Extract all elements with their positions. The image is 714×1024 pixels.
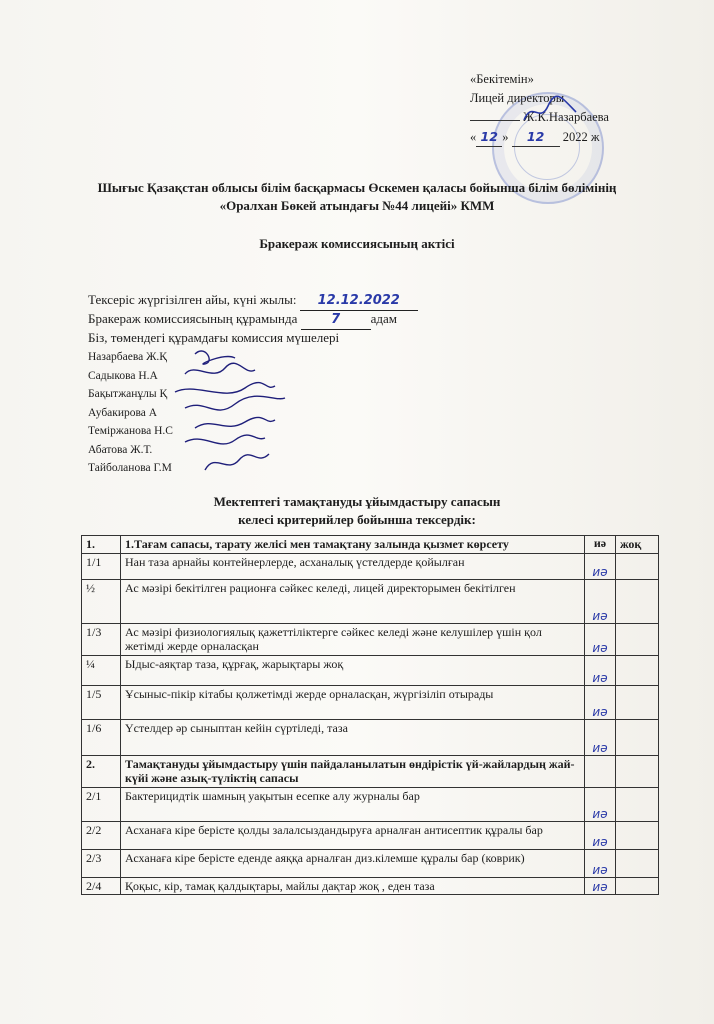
date-label: Тексеріс жүргізілген айы, күні жылы: <box>88 292 297 307</box>
yes-cell <box>585 850 616 878</box>
no-cell <box>616 822 659 850</box>
column-yes-header: иә <box>585 536 616 554</box>
member-list <box>88 348 173 478</box>
yes-cell <box>585 624 616 656</box>
yes-check-mark: иә <box>592 880 608 894</box>
table-row <box>82 788 659 822</box>
table-row <box>82 720 659 756</box>
table-row <box>82 686 659 720</box>
criterion-text: Асханаға кіре берісте қолды залалсыздандыруға арналған антисептик құралы бар <box>121 822 585 850</box>
yes-cell <box>585 554 616 580</box>
table-row <box>82 656 659 686</box>
act-title: Бракераж комиссиясының актісі <box>259 236 455 251</box>
date-value: 12.12.2022 <box>300 291 418 311</box>
row-number: 1/1 <box>82 554 121 580</box>
director-signature <box>520 94 580 128</box>
header-line-1: Шығыс Қазақстан облысы білім басқармасы Өскемен қаласы бойынша білім бөлімінің <box>97 180 617 195</box>
count-label: Бракераж комиссиясының құрамында <box>88 311 298 326</box>
table-row <box>82 850 659 878</box>
member-name: Садыкова Н.А <box>88 369 158 382</box>
yes-check-mark: иә <box>592 565 608 579</box>
no-cell <box>616 788 659 822</box>
yes-check-mark: иә <box>592 741 608 755</box>
approval-day: 12 <box>476 127 502 147</box>
table-section-row <box>82 536 659 554</box>
count-unit: адам <box>370 311 397 326</box>
row-number: 2. <box>82 756 121 788</box>
yes-check-mark: иә <box>592 705 608 719</box>
criterion-text: Қоқыс, кір, тамақ қалдықтары, майлы дақтар жоқ , еден таза <box>121 878 585 895</box>
criteria-table <box>81 535 659 895</box>
member-signatures <box>165 342 305 482</box>
yes-check-mark: иә <box>592 641 608 655</box>
member-name: Тайболанова Г.М <box>88 462 172 474</box>
criterion-text: Ыдыс-аяқтар таза, құрғақ, жарықтары жоқ <box>121 656 585 686</box>
count-row <box>88 309 418 328</box>
criterion-text: Тамақтануды ұйымдастыру үшін пайдаланылатын өндірістік үй-жайлардың жай-күйі және азық-түліктің сапасы <box>121 756 585 788</box>
row-number: 1. <box>82 536 121 554</box>
table-row <box>82 554 659 580</box>
no-cell <box>616 554 659 580</box>
criterion-text: Үстелдер әр сыныптан кейін сүртіледі, таза <box>121 720 585 756</box>
yes-cell <box>585 756 616 788</box>
row-number: 2/2 <box>82 822 121 850</box>
yes-cell <box>585 878 616 895</box>
row-number: 1/5 <box>82 686 121 720</box>
row-number: ½ <box>82 580 121 624</box>
no-cell <box>616 850 659 878</box>
yes-cell <box>585 720 616 756</box>
yes-cell <box>585 822 616 850</box>
yes-check-mark: иә <box>592 671 608 685</box>
no-cell <box>616 656 659 686</box>
criterion-text: Ас мәзірі бекітілген рационға сәйкес келеді, лицей директорымен бекітілген <box>121 580 585 624</box>
yes-check-mark: иә <box>592 835 608 849</box>
table-row <box>82 580 659 624</box>
row-number: 2/4 <box>82 878 121 895</box>
member-name: Аубакирова А <box>88 406 158 419</box>
approval-title: «Бекітемін» <box>470 72 534 86</box>
table-row <box>82 624 659 656</box>
table-row <box>82 822 659 850</box>
no-cell <box>616 878 659 895</box>
yes-cell <box>585 686 616 720</box>
info-block <box>88 290 418 347</box>
member-name: Абатова Ж.Т. <box>88 443 153 456</box>
yes-cell <box>585 580 616 624</box>
criterion-text: Бактерицидтік шамның уақытын есепке алу журналы бар <box>121 788 585 822</box>
table-section-row <box>82 756 659 788</box>
no-cell <box>616 686 659 720</box>
row-number: 2/3 <box>82 850 121 878</box>
yes-check-mark: иә <box>592 863 608 877</box>
criterion-text: Асханаға кіре берісте еденде аяққа арналған диз.кілемше құралы бар (коврик) <box>121 850 585 878</box>
column-no-header: жоқ <box>616 536 659 554</box>
row-number: 1/6 <box>82 720 121 756</box>
members-label: Біз, төмендегі құрамдағы комиссия мүшелері <box>88 330 340 345</box>
no-cell <box>616 756 659 788</box>
row-number: ¼ <box>82 656 121 686</box>
date-row <box>88 290 418 309</box>
member-name: Назарбаева Ж.Қ <box>88 351 167 363</box>
approval-year: 2022 ж <box>562 130 600 144</box>
member-name: Теміржанова Н.С <box>88 425 173 437</box>
criteria-heading-1: Мектептегі тамақтануды ұйымдастыру сапасын <box>213 494 501 509</box>
member-name: Бақытжанұлы Қ <box>88 388 168 400</box>
row-number: 1/3 <box>82 624 121 656</box>
no-cell <box>616 580 659 624</box>
yes-check-mark: иә <box>592 609 608 623</box>
header-line-2: «Оралхан Бөкей атындағы №44 лицейі» КММ <box>219 198 495 213</box>
no-cell <box>616 720 659 756</box>
approval-date-line: « 12 » 12 2022 ж <box>470 127 670 147</box>
yes-check-mark: иә <box>592 807 608 821</box>
approval-month: 12 <box>512 127 560 147</box>
table-row <box>82 878 659 895</box>
criteria-heading-2: келесі критерийлер бойынша тексердік: <box>238 512 476 527</box>
criterion-text: Нан таза арнайы контейнерлерде, асханалық үстелдерде қойылған <box>121 554 585 580</box>
count-value: 7 <box>301 310 371 330</box>
yes-cell <box>585 788 616 822</box>
criterion-text: Ұсыныс-пікір кітабы қолжетімді жерде орналасқан, жүргізіліп отырады <box>121 686 585 720</box>
approval-name: Ж.К.Назарбаева <box>523 110 609 124</box>
criterion-text: 1.Тағам сапасы, тарату желісі мен тамақтану залында қызмет көрсету <box>121 536 585 554</box>
approval-position: Лицей директоры <box>470 91 565 105</box>
row-number: 2/1 <box>82 788 121 822</box>
criterion-text: Ас мәзірі физиологиялық қажеттіліктерге сәйкес келеді және келушілер үшін қол жетімді жерде орналасқан <box>121 624 585 656</box>
yes-cell <box>585 656 616 686</box>
no-cell <box>616 624 659 656</box>
